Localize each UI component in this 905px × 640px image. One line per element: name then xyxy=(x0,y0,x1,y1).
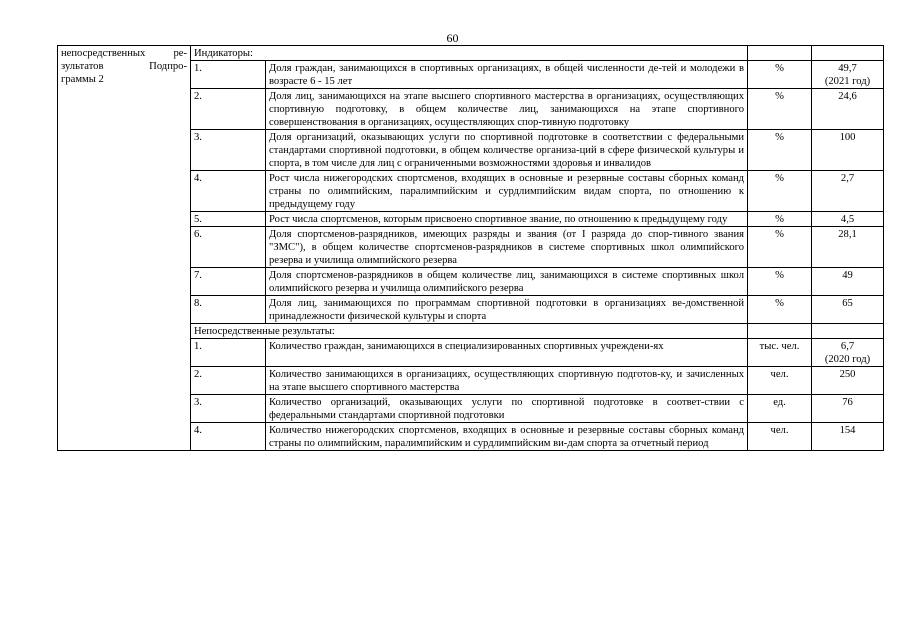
row-description: Количество нижегородских спортсменов, входящих в основные и резервные составы сборных команд страны по олимпийским, паралимпийским и сурдлимпийским ви-дам спорта за отчетный период xyxy=(266,423,748,451)
row-value: 49 xyxy=(842,270,853,281)
row-value: 49,7 xyxy=(838,63,857,74)
results-header: Непосредственные результаты: xyxy=(191,324,748,339)
row-value-cell xyxy=(812,296,884,324)
row-description: Количество граждан, занимающихся в специализированных спортивных учреждени-ях xyxy=(266,339,748,367)
row-unit: % xyxy=(748,130,812,171)
row-number: 5. xyxy=(191,212,266,227)
row-value-note: (2020 год) xyxy=(824,354,871,365)
row-value: 65 xyxy=(842,298,853,309)
row-value-cell xyxy=(812,212,884,227)
row-number: 2. xyxy=(191,89,266,130)
row-value: 250 xyxy=(839,369,856,380)
row-value-cell xyxy=(812,339,884,367)
row-number: 6. xyxy=(191,227,266,268)
indicators-header-row xyxy=(58,46,884,61)
row-value: 4,5 xyxy=(840,214,855,225)
empty-cell xyxy=(748,324,812,339)
row-value: 100 xyxy=(839,132,856,143)
indicators-table xyxy=(57,45,884,451)
row-unit: % xyxy=(748,296,812,324)
row-value-cell xyxy=(812,227,884,268)
indicators-header: Индикаторы: xyxy=(191,46,748,61)
row-number: 2. xyxy=(191,367,266,395)
row-value-cell xyxy=(812,61,884,89)
row-value-cell xyxy=(812,89,884,130)
row-description: Рост числа нижегородских спортсменов, входящих в основные и резервные составы сборных команд страны по олимпийским, паралимпийским и сурдлимпийским видам спорта, по отношению к предыдущему году xyxy=(266,171,748,212)
row-number: 3. xyxy=(191,130,266,171)
row-value-cell xyxy=(812,367,884,395)
row-unit: ед. xyxy=(748,395,812,423)
row-description: Рост числа спортсменов, которым присвоено спортивное звание, по отношению к предыдущему году xyxy=(266,212,748,227)
row-value-cell xyxy=(812,130,884,171)
row-unit: тыс. чел. xyxy=(748,339,812,367)
row-unit: % xyxy=(748,61,812,89)
row-number: 7. xyxy=(191,268,266,296)
row-unit: % xyxy=(748,89,812,130)
empty-cell xyxy=(748,46,812,61)
row-value: 2,7 xyxy=(840,173,855,184)
row-number: 1. xyxy=(191,339,266,367)
empty-cell xyxy=(812,46,884,61)
row-description: Доля лиц, занимающихся на этапе высшего спортивного мастерства в организациях, осуществляющих спортивную подготовку, в общем количестве лиц, занимающихся на этапе спортивного совершенствования в организациях, осуществляющих спор-тивную подготовку xyxy=(266,89,748,130)
row-description: Количество занимающихся в организациях, осуществляющих спортивную подготов-ку, и зачисленных на этапе высшего спортивного мастерства xyxy=(266,367,748,395)
row-value: 154 xyxy=(839,425,856,436)
left-cell xyxy=(58,46,191,451)
row-unit: % xyxy=(748,171,812,212)
page-number: 60 xyxy=(446,31,459,45)
row-description: Количество организаций, оказывающих услуги по спортивной подготовке в соответ-ствии с федеральными стандартами спортивной подготовки xyxy=(266,395,748,423)
row-value: 24,6 xyxy=(838,91,857,102)
row-unit: % xyxy=(748,212,812,227)
row-number: 3. xyxy=(191,395,266,423)
row-value: 76 xyxy=(842,397,853,408)
left-cell-line: граммы 2 xyxy=(61,74,104,85)
row-number: 4. xyxy=(191,171,266,212)
row-number: 8. xyxy=(191,296,266,324)
row-value-cell xyxy=(812,395,884,423)
row-unit: % xyxy=(748,227,812,268)
row-value-cell xyxy=(812,423,884,451)
row-value: 6,7 xyxy=(840,341,855,352)
row-value-cell xyxy=(812,171,884,212)
row-unit: чел. xyxy=(748,423,812,451)
row-value-note: (2021 год) xyxy=(824,76,871,87)
row-description: Доля лиц, занимающихся по программам спортивной подготовки в организациях ве-домственной принадлежности физической культуры и спорта xyxy=(266,296,748,324)
row-description: Доля спортсменов-разрядников, имеющих разряды и звания (от I разряда до спор-тивного звания "ЗМС"), в общем количестве спортсменов-разрядников в системе спортивных школ олимпийского резерва и училища олимпийского резерва xyxy=(266,227,748,268)
left-cell-line: непосредственных ре- xyxy=(61,48,187,59)
empty-cell xyxy=(812,324,884,339)
row-unit: чел. xyxy=(748,367,812,395)
row-number: 4. xyxy=(191,423,266,451)
row-unit: % xyxy=(748,268,812,296)
row-description: Доля организаций, оказывающих услуги по спортивной подготовке в соответствии с федеральными стандартами спортивной подготовки, в общем количестве организа-ций в сфере физической культуры и спорта, в том числе для лиц с ограниченными возможностями здоровья и инвалидов xyxy=(266,130,748,171)
row-number: 1. xyxy=(191,61,266,89)
row-description: Доля граждан, занимающихся в спортивных организациях, в общей численности де-тей и молодежи в возрасте 6 - 15 лет xyxy=(266,61,748,89)
row-description: Доля спортсменов-разрядников в общем количестве лиц, занимающихся в системе спортивных школ олимпийского резерва и училища олимпийского резерва xyxy=(266,268,748,296)
row-value: 28,1 xyxy=(838,229,857,240)
row-value-cell xyxy=(812,268,884,296)
left-cell-line: зультатов Подпро- xyxy=(61,61,187,72)
